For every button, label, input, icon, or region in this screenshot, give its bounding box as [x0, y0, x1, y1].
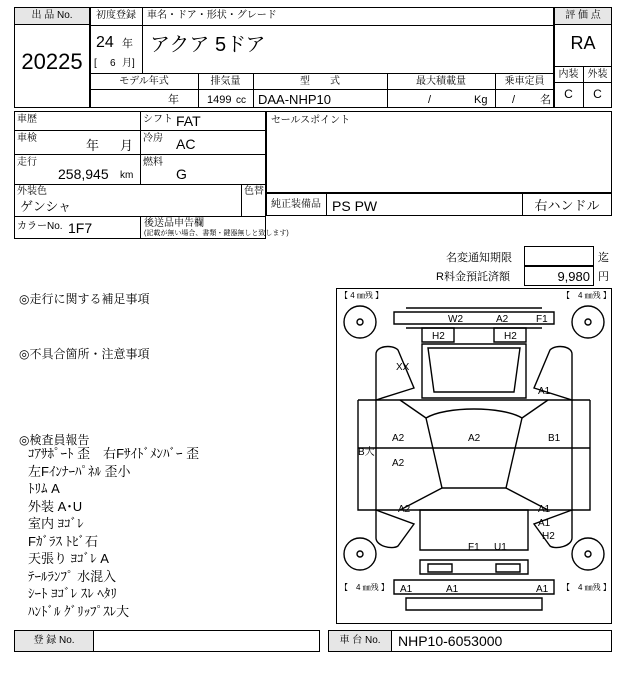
model-type: DAA-NHP10 [258, 92, 331, 107]
registration-month-unit: 月] [122, 58, 135, 69]
registration-year: 24 [96, 34, 114, 51]
registration-year-unit: 年 [122, 38, 133, 50]
mileage-value: 258,945 [58, 166, 109, 182]
shift-label: シフト [143, 114, 173, 125]
mark-f1-front: F1 [536, 314, 548, 325]
mark-u1-rear: U1 [494, 542, 507, 553]
tire-label-rear-left: 【 4 ㎜残 】 [340, 583, 389, 592]
later-docs-label: 後送品申告欄 [144, 218, 204, 229]
lot-number: 20225 [21, 49, 83, 74]
handle-side: 右ハンドル [534, 198, 600, 213]
color-number: 1F7 [68, 220, 93, 236]
inspector-lines [28, 446, 199, 621]
fuel-value: G [176, 166, 187, 182]
defects-title: ◎不具合箇所・注意事項 [19, 347, 150, 361]
mark-b1-right-door: B1 [548, 433, 561, 444]
driving-notes-title: ◎走行に関する補足事項 [19, 292, 150, 306]
tire-label-rear-right: 【 4 ㎜残 】 [562, 583, 611, 592]
mark-h2-right-rear: H2 [542, 531, 555, 542]
fuel-label: 燃料 [143, 157, 163, 168]
history-label: 車歴 [17, 114, 37, 125]
mileage-unit: km [120, 170, 134, 181]
inspector-line: ﾊﾝﾄﾞﾙ ｸﾞﾘｯﾌﾟｽﾚ大 [28, 603, 130, 619]
chassis-number: NHP10-6053000 [398, 633, 503, 649]
name-change-value-box [524, 246, 594, 266]
inspector-line: ｼｰﾄ ﾖｺﾞﾚ ｽﾚ ﾍﾀﾘ [28, 586, 117, 601]
capacity-unit: 名 [540, 94, 551, 106]
inspector-line: ﾄﾘﾑ A [28, 481, 60, 496]
exterior-label: 外装 [587, 69, 608, 80]
mark-h2-left: H2 [432, 331, 445, 342]
inspector-line: 天張り ﾖｺﾞﾚ A [28, 551, 109, 566]
name-change-label: 名変通知期限 [446, 252, 512, 264]
score-label: 評 価 点 [565, 10, 601, 21]
mark-a2-roof: A2 [468, 433, 481, 444]
exterior-color-label: 外装色 [17, 186, 47, 197]
mark-w2: W2 [448, 314, 463, 325]
later-docs-note: (記載が無い場合、書類・鍵器無しと致します) [144, 230, 289, 237]
inspector-line: 室内 ﾖｺﾞﾚ [28, 516, 84, 531]
mark-a2-left-door: A2 [392, 458, 405, 469]
shift-value: FAT [176, 113, 201, 129]
equipment-label: 純正装備品 [271, 199, 321, 210]
inspector-title: ◎検査員報告 [19, 433, 90, 447]
mark-a1-rear-left: A1 [400, 584, 413, 595]
mark-a1-right-quarter: A1 [538, 518, 551, 529]
max-load-slash: / [428, 94, 432, 106]
mark-a1-rear-mid: A1 [446, 584, 459, 595]
registration-number-label: 登 録 No. [33, 635, 75, 646]
inspector-line: Fｶﾞﾗｽ ﾄﾋﾞ石 [28, 533, 99, 549]
model-year-label: モデル年式 [119, 76, 169, 87]
inspector-line: 左Fｲﾝﾅｰﾊﾟﾈﾙ 歪小 [28, 463, 131, 479]
capacity-slash: / [512, 94, 516, 106]
car-name-label: 車名・ドア・形状・グレード [147, 10, 277, 21]
interior-grade: C [564, 87, 573, 101]
exterior-grade: C [593, 87, 602, 101]
exterior-color: ゲンシャ [20, 199, 72, 214]
first-registration-label: 初度登録 [96, 10, 136, 21]
mark-a1-right-fender: A1 [538, 386, 551, 397]
color-number-label: カラーNo. [17, 221, 63, 232]
ac-label: 冷房 [143, 133, 163, 144]
mark-f1-rear-glass: F1 [468, 542, 480, 553]
max-load-label: 最大積載量 [416, 76, 466, 87]
car-condition-diagram [336, 288, 612, 624]
equipment-value: PS PW [332, 198, 378, 214]
mark-a2-left-rear: A2 [398, 504, 411, 515]
mark-xx: XX [396, 362, 410, 373]
registration-month-open: [ [94, 58, 97, 69]
inspection-month-unit: 月 [120, 138, 134, 153]
name-change-unit: 迄 [598, 252, 609, 264]
mark-h2-right: H2 [504, 331, 517, 342]
displacement-unit: cc [236, 95, 246, 106]
tire-label-front-right: 【 4 ㎜残 】 [562, 291, 611, 300]
inspector-line: ﾃｰﾙﾗﾝﾌﾟ 水混入 [28, 568, 117, 584]
ac-value: AC [176, 136, 196, 152]
color-change-label: 色替 [244, 186, 264, 197]
displacement: 1499 [207, 94, 232, 106]
mark-b-large: B大 [358, 447, 375, 458]
model-year-unit: 年 [168, 94, 179, 106]
inspection-label: 車検 [17, 133, 37, 144]
mileage-label: 走行 [17, 157, 37, 168]
inspector-line: ｺｱｻﾎﾟｰﾄ 歪 右Fｻｲﾄﾞﾒﾝﾊﾞｰ 歪 [28, 446, 200, 461]
chassis-number-label: 車 台 No. [339, 635, 381, 646]
inspection-year-unit: 年 [86, 138, 100, 153]
mark-a1-rear-right: A1 [536, 584, 549, 595]
interior-label: 内装 [558, 69, 579, 80]
tire-label-front-left: 【 4 ㎜残 】 [340, 291, 384, 300]
registration-month: 6 [110, 58, 116, 69]
recycle-amount: 9,980 [557, 269, 590, 284]
score: RA [570, 33, 596, 53]
lot-number-label: 出 品 No. [31, 10, 73, 21]
mark-a2-front-bumper: A2 [496, 314, 509, 325]
sales-point-label: セールスポイント [271, 115, 351, 126]
mark-a1-right-rear-door: A1 [538, 504, 551, 515]
recycle-unit: 円 [598, 271, 609, 283]
displacement-label: 排気量 [210, 76, 241, 87]
capacity-label: 乗車定員 [504, 76, 545, 87]
car-name: アクア 5ドア [150, 34, 266, 56]
inspector-line: 外装 A･U [28, 498, 83, 514]
mark-a2-left-front-door: A2 [392, 433, 405, 444]
max-load-unit: Kg [474, 94, 488, 106]
recycle-label: R料金預託済額 [436, 271, 510, 283]
type-label: 型 式 [300, 76, 340, 87]
